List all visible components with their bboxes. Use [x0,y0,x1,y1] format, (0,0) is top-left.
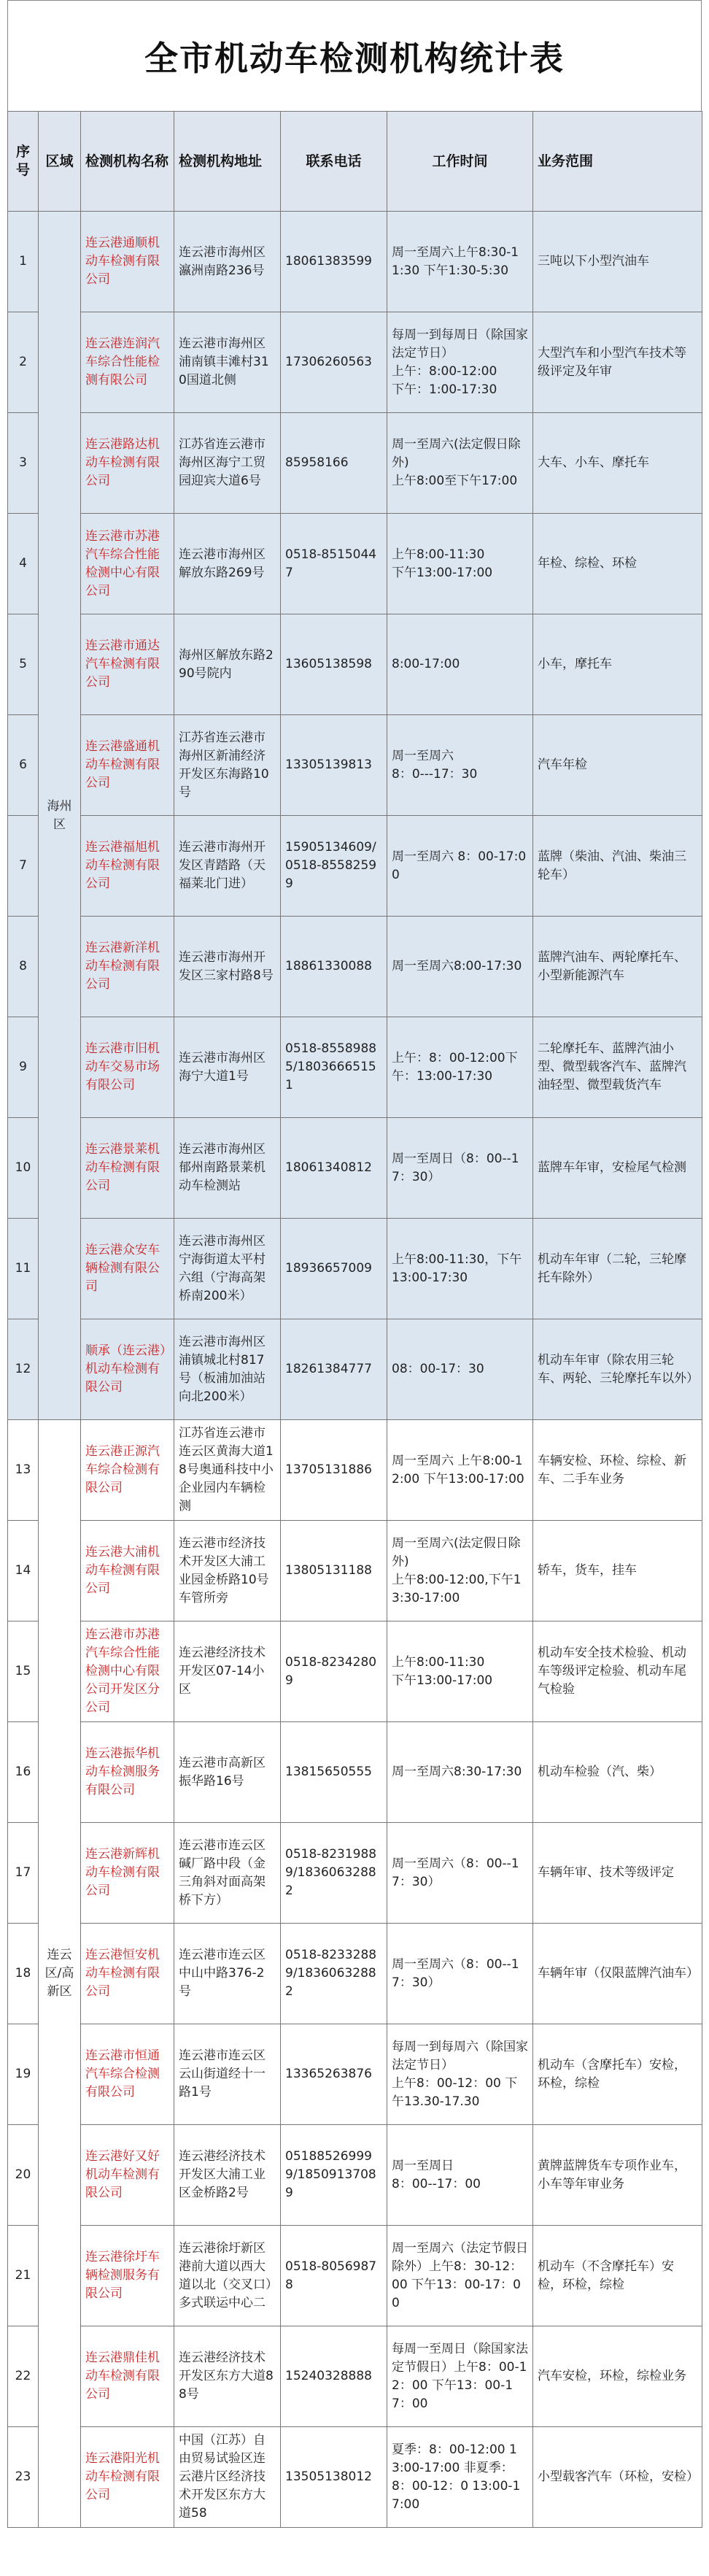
header-hours: 工作时间 [387,112,533,212]
table-row [8,614,702,715]
agency-hours: 周一至周六（8：00--17：30） [387,1924,533,2024]
agency-hours: 周一至周六(法定假日除外) 上午8:00-12:00,下午13:30-17:00 [387,1521,533,1621]
row-index: 19 [8,2024,39,2125]
agency-phone: 15240328888 [281,2326,387,2427]
agency-scope: 大型汽车和小型汽车技术等级评定及年审 [533,312,702,413]
agency-phone: 0518-82319889/18360632882 [281,1823,387,1924]
row-index: 23 [8,2427,39,2528]
header-address: 检测机构地址 [174,112,281,212]
agency-name: 连云港鼎佳机动车检测有限公司 [81,2326,174,2427]
table-row [8,1521,702,1621]
table-row [8,1017,702,1118]
agency-phone: 13815650555 [281,1722,387,1823]
agency-hours: 周一至周六（8：00--17：30） [387,1823,533,1924]
agency-hours: 每周一到每周日（除国家法定节日） 上午：8:00-12:00 下午：1:00-17:30 [387,312,533,413]
row-index: 5 [8,614,39,715]
table-row [8,1722,702,1823]
agency-phone: 0518-82332889/18360632882 [281,1924,387,2024]
agency-address: 连云港经济技术开发区大浦工业区金桥路2号 [174,2125,281,2226]
table-row [8,2125,702,2226]
row-index: 21 [8,2226,39,2326]
row-index: 12 [8,1319,39,1420]
agency-name: 连云港新辉机动车检测有限公司 [81,1823,174,1924]
table-row [8,2024,702,2125]
agency-phone: 17306260563 [281,312,387,413]
agency-hours: 周一至周日 8：00--17：00 [387,2125,533,2226]
agency-hours: 上午8:00-11:30 下午13:00-17:00 [387,1621,533,1722]
agency-name: 连云港徐圩车辆检测服务有限公司 [81,2226,174,2326]
agency-scope: 汽车年检 [533,715,702,816]
agency-address: 连云港市海州区浦镇城北村817号（板浦加油站向北200米） [174,1319,281,1420]
agency-scope: 机动车年审（二轮，三轮摩托车除外） [533,1219,702,1319]
agency-name: 连云港景莱机动车检测有限公司 [81,1118,174,1219]
row-index: 8 [8,917,39,1017]
agency-hours: 夏季：8：00-12:00 13:00-17:00 非夏季：8：00-12：0 13:00-17:00 [387,2427,533,2528]
agency-hours: 周一至周六 8：0---17：30 [387,715,533,816]
agency-phone: 18861330088 [281,917,387,1017]
table-row [8,212,702,312]
agency-name: 连云港通顺机动车检测有限公司 [81,212,174,312]
agency-phone: 13305139813 [281,715,387,816]
table-row [8,1319,702,1420]
agency-address: 连云港市经济技术开发区大浦工业园金桥路10号车管所旁 [174,1521,281,1621]
agency-hours: 上午8:00-11:30，下午13:00-17:30 [387,1219,533,1319]
row-index: 10 [8,1118,39,1219]
row-index: 18 [8,1924,39,2024]
header-scope: 业务范围 [533,112,702,212]
table-row [8,1118,702,1219]
agency-hours: 周一至周日（8：00--17：30） [387,1118,533,1219]
agency-address: 连云港市海州区海宁大道1号 [174,1017,281,1118]
agency-name: 连云港大浦机动车检测有限公司 [81,1521,174,1621]
agency-name: 连云港好又好机动车检测有限公司 [81,2125,174,2226]
row-index: 2 [8,312,39,413]
agency-hours: 上午8:00-11:30 下午13:00-17:00 [387,514,533,614]
agency-hours: 周一至周六(法定假日除外) 上午8:00至下午17:00 [387,413,533,514]
page-title: 全市机动车检测机构统计表 [7,0,702,111]
table-row [8,2326,702,2427]
agency-phone: 15905134609/0518-85582599 [281,816,387,917]
agency-phone: 13505138012 [281,2427,387,2528]
agency-name: 连云港市旧机动车交易市场有限公司 [81,1017,174,1118]
inspection-table [7,111,702,2528]
agency-scope: 蓝牌车年审，安检尾气检测 [533,1118,702,1219]
agency-scope: 机动车（不含摩托车）安检，环检，综检 [533,2226,702,2326]
agency-phone: 13805131188 [281,1521,387,1621]
agency-name: 连云港振华机动车检测服务有限公司 [81,1722,174,1823]
row-index: 11 [8,1219,39,1319]
agency-hours: 每周一至周日（除国家法定节假日）上午8：00-12：00 下午13：00-17：00 [387,2326,533,2427]
agency-address: 连云港市海州开发区青踏路（天福莱北门进） [174,816,281,917]
agency-address: 连云港市海州开发区三家村路8号 [174,917,281,1017]
table-row [8,2427,702,2528]
agency-address: 连云港经济技术开发区东方大道88号 [174,2326,281,2427]
agency-name: 连云港福旭机动车检测有限公司 [81,816,174,917]
agency-scope: 车辆年审（仅限蓝牌汽油车） [533,1924,702,2024]
table-row [8,1823,702,1924]
header-district: 区域 [39,112,81,212]
agency-hours: 每周一到每周六（除国家法定节日） 上午8：00-12：00 下午13.30-17.30 [387,2024,533,2125]
agency-address: 连云港市海州区解放东路269号 [174,514,281,614]
agency-address: 江苏省连云港市海州区新浦经济开发区东海路10号 [174,715,281,816]
table-row [8,1219,702,1319]
row-index: 4 [8,514,39,614]
agency-hours: 8:00-17:00 [387,614,533,715]
agency-phone: 0518-85150447 [281,514,387,614]
agency-phone: 85958166 [281,413,387,514]
agency-scope: 机动车安全技术检验、机动车等级评定检验、机动车尾气检验 [533,1621,702,1722]
agency-scope: 黄牌蓝牌货车专项作业车，小车等年审业务 [533,2125,702,2226]
table-row [8,1420,702,1521]
agency-phone: 13705131886 [281,1420,387,1521]
agency-address: 连云港市连云区碱厂路中段（金三角斜对面高架桥下方） [174,1823,281,1924]
agency-scope: 机动车（含摩托车）安检，环检，综检 [533,2024,702,2125]
agency-name: 连云港正源汽车综合检测有限公司 [81,1420,174,1521]
agency-scope: 车辆安检、环检、综检、新车、二手车业务 [533,1420,702,1521]
agency-scope: 轿车，货车，挂车 [533,1521,702,1621]
agency-phone: 18061383599 [281,212,387,312]
row-index: 15 [8,1621,39,1722]
row-index: 14 [8,1521,39,1621]
table-row [8,514,702,614]
agency-scope: 小型载客汽车（环检，安检） [533,2427,702,2528]
row-index: 7 [8,816,39,917]
agency-name: 连云港阳光机动车检测有限公司 [81,2427,174,2528]
agency-hours: 周一至周六8:30-17:30 [387,1722,533,1823]
agency-scope: 车辆年审、技术等级评定 [533,1823,702,1924]
agency-name: 连云港市恒通汽车综合检测有限公司 [81,2024,174,2125]
row-index: 16 [8,1722,39,1823]
table-row [8,816,702,917]
header-name: 检测机构名称 [81,112,174,212]
agency-scope: 汽车安检，环检，综检业务 [533,2326,702,2427]
agency-hours: 08：00-17：30 [387,1319,533,1420]
table-row [8,413,702,514]
agency-scope: 蓝牌（柴油、汽油、柴油三轮车） [533,816,702,917]
agency-address: 江苏省连云港市连云区黄海大道18号奥通科技中小企业园内车辆检测 [174,1420,281,1521]
header-index: 序号 [8,112,39,212]
agency-address: 连云港市连云区云山街道经十一路1号 [174,2024,281,2125]
page [7,0,702,2576]
agency-phone: 051885269999/1850913708 9 [281,2125,387,2226]
agency-hours: 周一至周六 上午8:00-12:00 下午13:00-17:00 [387,1420,533,1521]
agency-name: 连云港市苏港汽车综合性能检测中心有限公司 [81,514,174,614]
agency-scope: 机动车年审（除农用三轮车、两轮、三轮摩托车以外） [533,1319,702,1420]
table-body [8,212,702,2528]
row-index: 13 [8,1420,39,1521]
agency-address: 连云港市连云区中山中路376-2号 [174,1924,281,2024]
agency-name: 连云港市通达汽车检测有限公司 [81,614,174,715]
agency-phone: 18261384777 [281,1319,387,1420]
agency-address: 连云港市海州区宁海街道太平村六组（宁海高架桥南200米） [174,1219,281,1319]
agency-address: 连云港市海州区浦南镇丰滩村310国道北侧 [174,312,281,413]
row-index: 1 [8,212,39,312]
agency-address: 江苏省连云港市海州区海宁工贸园迎宾大道6号 [174,413,281,514]
agency-phone: 0518-82342809 [281,1621,387,1722]
agency-phone: 18936657009 [281,1219,387,1319]
agency-phone: 18061340812 [281,1118,387,1219]
row-index: 22 [8,2326,39,2427]
agency-scope: 小车，摩托车 [533,614,702,715]
row-index: 6 [8,715,39,816]
agency-name: 连云港市苏港汽车综合性能检测中心有限公司开发区分公司 [81,1621,174,1722]
agency-phone: 13605138598 [281,614,387,715]
district-lianyun: 连云区/高新区 [39,1420,81,2528]
row-index: 20 [8,2125,39,2226]
agency-address: 中国（江苏）自由贸易试验区连云港片区经济技术开发区东方大道58 [174,2427,281,2528]
agency-phone: 0518-85589885/18036665151 [281,1017,387,1118]
table-row [8,2226,702,2326]
agency-address: 连云港市高新区振华路16号 [174,1722,281,1823]
agency-address: 连云港市海州区郁州南路景莱机动车检测站 [174,1118,281,1219]
agency-phone: 13365263876 [281,2024,387,2125]
agency-scope: 三吨以下小型汽油车 [533,212,702,312]
district-haizhou: 海州区 [39,212,81,1420]
agency-scope: 大车、小车、摩托车 [533,413,702,514]
table-row [8,1621,702,1722]
agency-phone: 0518-80569878 [281,2226,387,2326]
agency-hours: 周一至周六8:00-17:30 [387,917,533,1017]
agency-address: 海州区解放东路290号院内 [174,614,281,715]
header-phone: 联系电话 [281,112,387,212]
agency-scope: 年检、综检、环检 [533,514,702,614]
agency-name: 连云港连润汽车综合性能检测有限公司 [81,312,174,413]
agency-name: 连云港盛通机动车检测有限公司 [81,715,174,816]
table-row [8,1924,702,2024]
agency-scope: 蓝牌汽油车、两轮摩托车、小型新能源汽车 [533,917,702,1017]
agency-hours: 周一至周六（法定节假日除外）上午8：30-12：00 下午13：00-17：00 [387,2226,533,2326]
table-row [8,715,702,816]
table-header-row [8,112,702,212]
agency-scope: 机动车检验（汽、柴） [533,1722,702,1823]
agency-name: 连云港众安车辆检测有限公司 [81,1219,174,1319]
agency-name: 连云港恒安机动车检测有限公司 [81,1924,174,2024]
table-row [8,312,702,413]
agency-hours: 上午：8：00-12:00下午：13:00-17:30 [387,1017,533,1118]
agency-name: 连云港路达机动车检测有限公司 [81,413,174,514]
row-index: 9 [8,1017,39,1118]
agency-hours: 周一至周六上午8:30-11:30 下午1:30-5:30 [387,212,533,312]
agency-address: 连云港徐圩新区港前大道以西大道以北（交叉口）多式联运中心二 [174,2226,281,2326]
agency-address: 连云港市海州区瀛洲南路236号 [174,212,281,312]
agency-address: 连云港经济技术开发区07-14小区 [174,1621,281,1722]
row-index: 17 [8,1823,39,1924]
agency-scope: 二轮摩托车、蓝牌汽油小型、微型载客汽车、蓝牌汽油轻型、微型载货汽车 [533,1017,702,1118]
agency-hours: 周一至周六 8：00-17:00 [387,816,533,917]
row-index: 3 [8,413,39,514]
table-row [8,917,702,1017]
agency-name: 连云港新洋机动车检测有限公司 [81,917,174,1017]
agency-name: 顺承（连云港）机动车检测有限公司 [81,1319,174,1420]
